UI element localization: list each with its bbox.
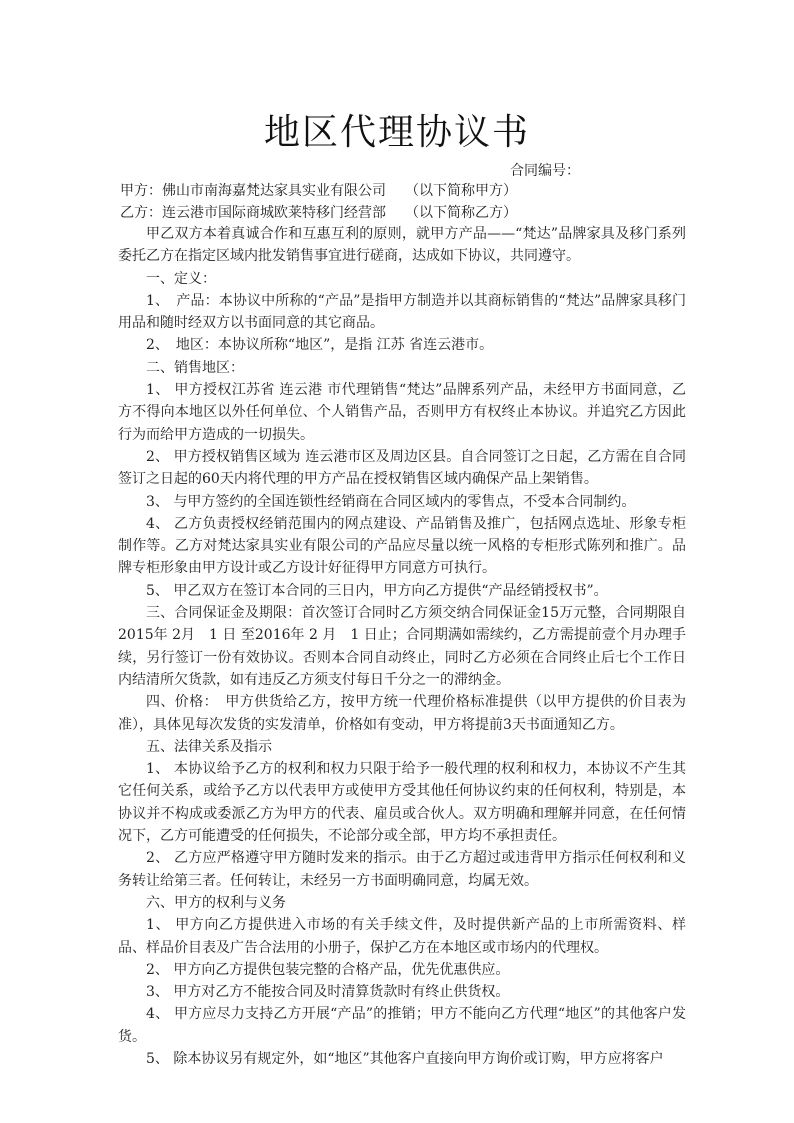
paragraph: 1、 本协议给予乙方的权利和权力只限于给予一般代理的权利和权力，本协议不产生其它任何关系，或给予乙方以代表甲方或使甲方受其他任何协议约束的任何权利，特别是，本协议并不构成或委派乙方为甲方的代表、雇员或合伙人。双方明确和理解并同意，在任何情况下，乙方可能遭受的任何损失，不论部分或全部，甲方均不承担责任。 xyxy=(118,761,686,845)
paragraph: 1、 甲方授权江苏省 连云港 市代理销售“梵达”品牌系列产品，未经甲方书面同意，乙方不得向本地区以外任何单位、个人销售产品，否则甲方有权终止本协议。并追究乙方因此行为而给甲方造成的一切损失。 xyxy=(118,382,686,443)
paragraph: 四、价格： 甲方供货给乙方，按甲方统一代理价格标准提供（以甲方提供的价目表为准），具体见每次发货的实发清单，价格如有变动，甲方将提前3天书面通知乙方。 xyxy=(118,694,686,733)
paragraph: 2、 甲方向乙方提供包装完整的合格产品，优先优惠供应。 xyxy=(146,961,510,978)
party-b-alias: （以下简称乙方） xyxy=(405,205,517,221)
paragraph: 4、 甲方应尽力支持乙方开展“产品”的推销；甲方不能向乙方代理“地区”的其他客户发货。 xyxy=(118,1006,686,1045)
paragraph: 二、销售地区： xyxy=(146,359,244,376)
paragraph: 甲乙双方本着真诚合作和互惠互利的原则，就甲方产品——“梵达”品牌家具及移门系列委托乙方在指定区域内批发销售事宜进行磋商，达成如下协议，共同遵守。 xyxy=(118,226,686,265)
paragraph: 六、甲方的权利与义务 xyxy=(146,894,286,911)
paragraph: 五、法律关系及指示 xyxy=(146,738,272,755)
paragraph: 5、 甲乙双方在签订本合同的三日内，甲方向乙方提供“产品经销授权书”。 xyxy=(146,582,608,599)
paragraph: 4、 乙方负责授权经销范围内的网点建设、产品销售及推广，包括网点选址、形象专柜制作等。乙方对梵达家具实业有限公司的产品应尽量以统一风格的专柜形式陈列和推广。品牌专柜形象由甲方设计或乙方设计好征得甲方同意方可执行。 xyxy=(118,515,686,577)
party-a-alias: （以下简称甲方） xyxy=(405,183,517,199)
paragraph: 3、 甲方对乙方不能按合同及时清算货款时有终止供货权。 xyxy=(146,984,510,1001)
paragraph: 2、 地区：本协议所称“地区”，是指 江苏 省连云港市。 xyxy=(146,337,494,354)
party-b-name: 乙方：连云港市国际商城欧莱特移门经营部 xyxy=(120,205,386,221)
party-a-name: 甲方：佛山市南海嘉梵达家具实业有限公司 xyxy=(120,183,386,199)
party-a xyxy=(120,180,517,200)
paragraph: 1、 产品：本协议中所称的“产品”是指甲方制造并以其商标销售的“梵达”品牌家具移门用品和随时经双方以书面同意的其它商品。 xyxy=(118,292,686,332)
paragraph: 5、 除本协议另有规定外，如“地区”其他客户直接向甲方询价或订购，甲方应将客户 xyxy=(146,1050,664,1067)
paragraph: 三、合同保证金及期限：首次签订合同时乙方须交纳合同保证金15万元整，合同期限自2015年 2月 1 日 至2016年 2 月 1 日止；合同期满如需续约，乙方需提前壹个月办理手续，另行签订一份有效协议。否则本合同自动终止，同时乙方必须在合同终止后七个工作日内结清所欠货款，如有违反乙方须支付每日千分之一的滞纳金。 xyxy=(118,605,686,688)
paragraph: 3、 与甲方签约的全国连锁性经销商在合同区域内的零售点，不受本合同制约。 xyxy=(146,493,636,510)
agreement-body xyxy=(118,223,686,1070)
document-title: 地区代理协议书 xyxy=(263,112,530,153)
paragraph: 一、定义： xyxy=(146,270,216,287)
paragraph: 2、 乙方应严格遵守甲方随时发来的指示。由于乙方超过或违背甲方指示任何权利和义务转让给第三者。任何转让，未经另一方书面明确同意，均属无效。 xyxy=(118,850,686,889)
paragraph: 1、 甲方向乙方提供进入市场的有关手续文件，及时提供新产品的上市所需资料、样品、样品价目表及广告合法用的小册子，保护乙方在本地区或市场内的代理权。 xyxy=(118,917,686,956)
party-b xyxy=(120,202,517,222)
paragraph: 2、 甲方授权销售区域为 连云港市区及周边区县。自合同签订之日起，乙方需在自合同签订之日起的60天内将代理的甲方产品在授权销售区域内确保产品上架销售。 xyxy=(118,448,686,488)
contract-number-label: 合同编号： xyxy=(510,163,580,179)
